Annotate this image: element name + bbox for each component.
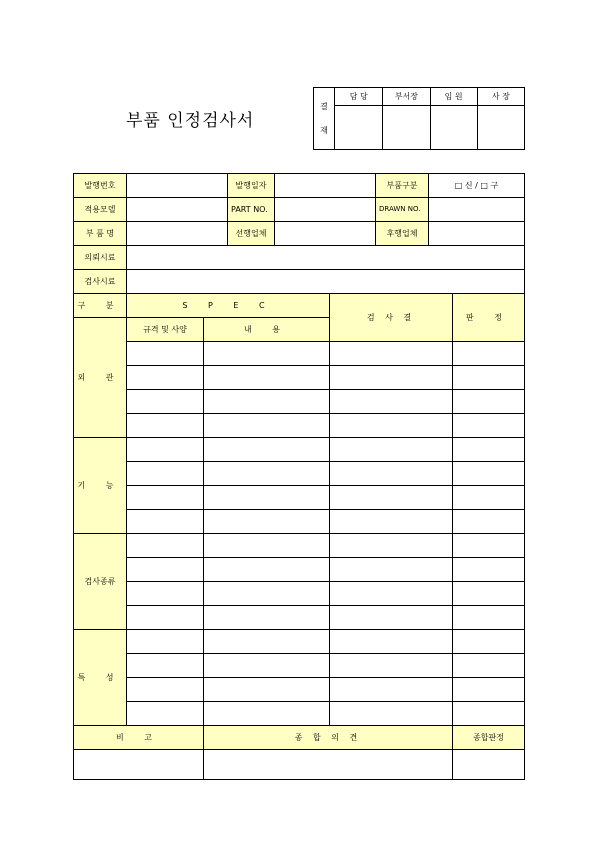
approval-role-dept-head: 부서장 <box>383 88 430 106</box>
cell-result[interactable] <box>330 534 453 558</box>
approval-table <box>313 87 525 150</box>
cell-standard[interactable] <box>127 366 204 390</box>
cell-content[interactable] <box>204 438 330 462</box>
request-time-field[interactable] <box>127 246 525 270</box>
cell-content[interactable] <box>204 342 330 366</box>
approval-role-staff: 담 당 <box>335 88 383 106</box>
part-type-label: 부품구분 <box>376 174 429 198</box>
cell-content[interactable] <box>204 366 330 390</box>
cell-result[interactable] <box>330 438 453 462</box>
cell-result[interactable] <box>330 582 453 606</box>
cell-standard[interactable] <box>127 414 204 438</box>
cell-standard[interactable] <box>127 534 204 558</box>
cell-judge[interactable] <box>453 606 525 630</box>
cell-content[interactable] <box>204 582 330 606</box>
group-label-appearance: 외 관 <box>74 318 127 438</box>
cell-standard[interactable] <box>127 630 204 654</box>
spec-sub-content: 내 용 <box>204 318 330 342</box>
inspection-form <box>73 173 525 780</box>
drawn-no-field[interactable] <box>429 198 525 222</box>
cell-result[interactable] <box>330 630 453 654</box>
signature-box-executive[interactable] <box>430 106 477 150</box>
approval-side-label: 결 재 <box>314 88 335 150</box>
cell-judge[interactable] <box>453 582 525 606</box>
issue-no-field[interactable] <box>127 174 228 198</box>
cell-standard[interactable] <box>127 702 204 726</box>
cell-judge[interactable] <box>453 654 525 678</box>
cell-standard[interactable] <box>127 510 204 534</box>
approval-role-executive: 임 원 <box>430 88 477 106</box>
group-label-inspection-type: 검사종류 <box>74 534 127 630</box>
cell-standard[interactable] <box>127 438 204 462</box>
cell-content[interactable] <box>204 630 330 654</box>
signature-box-staff[interactable] <box>335 106 383 150</box>
cell-standard[interactable] <box>127 654 204 678</box>
cell-judge[interactable] <box>453 702 525 726</box>
prior-vendor-field[interactable] <box>275 222 376 246</box>
cell-standard[interactable] <box>127 678 204 702</box>
judge-header: 판 정 <box>453 294 525 342</box>
cell-judge[interactable] <box>453 462 525 486</box>
cell-content[interactable] <box>204 414 330 438</box>
cell-standard[interactable] <box>127 390 204 414</box>
prior-vendor-label: 선행업체 <box>228 222 275 246</box>
cell-content[interactable] <box>204 462 330 486</box>
overall-opinion-header: 종 합 의 견 <box>204 726 453 750</box>
part-no-field[interactable] <box>275 198 376 222</box>
later-vendor-field[interactable] <box>429 222 525 246</box>
cell-result[interactable] <box>330 342 453 366</box>
model-field[interactable] <box>127 198 228 222</box>
part-name-label: 부 품 명 <box>74 222 127 246</box>
cell-judge[interactable] <box>453 630 525 654</box>
drawn-no-label: DRAWN NO. <box>376 198 429 222</box>
cell-content[interactable] <box>204 702 330 726</box>
cell-standard[interactable] <box>127 486 204 510</box>
cell-result[interactable] <box>330 702 453 726</box>
cell-result[interactable] <box>330 654 453 678</box>
cell-result[interactable] <box>330 390 453 414</box>
cell-content[interactable] <box>204 486 330 510</box>
cell-result[interactable] <box>330 558 453 582</box>
cell-judge[interactable] <box>453 678 525 702</box>
cell-standard[interactable] <box>127 558 204 582</box>
overall-judgement-header: 종합판정 <box>453 726 525 750</box>
cell-result[interactable] <box>330 366 453 390</box>
cell-content[interactable] <box>204 558 330 582</box>
cell-judge[interactable] <box>453 342 525 366</box>
request-time-label: 의뢰시료 <box>74 246 127 270</box>
cell-content[interactable] <box>204 390 330 414</box>
signature-box-president[interactable] <box>477 106 524 150</box>
cell-judge[interactable] <box>453 366 525 390</box>
cell-result[interactable] <box>330 678 453 702</box>
cell-content[interactable] <box>204 678 330 702</box>
cell-judge[interactable] <box>453 534 525 558</box>
result-header: 검 사 결 <box>330 294 453 342</box>
later-vendor-label: 후행업체 <box>376 222 429 246</box>
cell-judge[interactable] <box>453 414 525 438</box>
inspect-time-field[interactable] <box>127 270 525 294</box>
inspect-time-label: 검사시료 <box>74 270 127 294</box>
issue-no-label: 발행번호 <box>74 174 127 198</box>
remarks-field[interactable] <box>74 750 204 780</box>
cell-result[interactable] <box>330 606 453 630</box>
signature-box-dept-head[interactable] <box>383 106 430 150</box>
part-type-field[interactable]: □ 신 / □ 구 <box>429 174 525 198</box>
overall-opinion-field[interactable] <box>204 750 453 780</box>
cell-judge[interactable] <box>453 390 525 414</box>
overall-judgement-field[interactable] <box>453 750 525 780</box>
cell-result[interactable] <box>330 414 453 438</box>
cell-standard[interactable] <box>127 606 204 630</box>
remarks-header: 비 고 <box>74 726 204 750</box>
group-label-characteristics: 특 성 <box>74 630 127 726</box>
issue-date-label: 발행일자 <box>228 174 275 198</box>
cell-standard[interactable] <box>127 342 204 366</box>
spec-header: S P E C <box>127 294 330 318</box>
model-label: 적용모델 <box>74 198 127 222</box>
cell-judge[interactable] <box>453 510 525 534</box>
cell-judge[interactable] <box>453 558 525 582</box>
part-name-field[interactable] <box>127 222 228 246</box>
category-header: 구 분 <box>74 294 127 318</box>
document-title: 부품 인정검사서 <box>126 111 255 131</box>
cell-result[interactable] <box>330 486 453 510</box>
cell-content[interactable] <box>204 510 330 534</box>
group-label-function: 기 능 <box>74 438 127 534</box>
approval-role-president: 사 장 <box>477 88 524 106</box>
cell-result[interactable] <box>330 510 453 534</box>
cell-result[interactable] <box>330 462 453 486</box>
cell-content[interactable] <box>204 606 330 630</box>
cell-judge[interactable] <box>453 438 525 462</box>
cell-judge[interactable] <box>453 486 525 510</box>
spec-sub-standard: 규격 및 사양 <box>127 318 204 342</box>
part-no-label: PART NO. <box>228 198 275 222</box>
cell-standard[interactable] <box>127 582 204 606</box>
issue-date-field[interactable] <box>275 174 376 198</box>
cell-content[interactable] <box>204 534 330 558</box>
cell-standard[interactable] <box>127 462 204 486</box>
cell-content[interactable] <box>204 654 330 678</box>
